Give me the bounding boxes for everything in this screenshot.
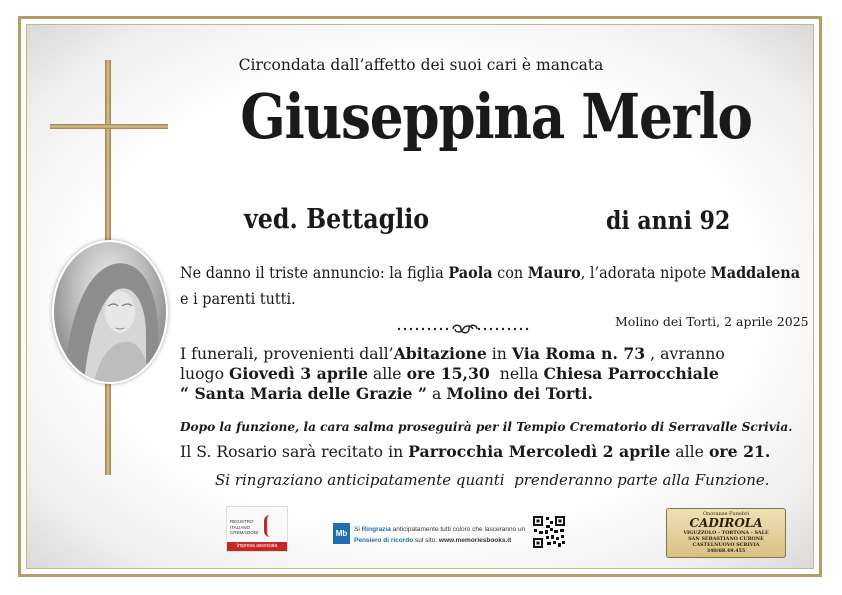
ric-band: Impresa associata <box>227 542 287 551</box>
cadirola-logo <box>666 508 786 558</box>
funeral-text: a <box>426 384 447 403</box>
mb-highlight: Ringrazia <box>361 526 391 533</box>
ric-line: REGISTRO <box>230 519 254 524</box>
mb-text: sul sito: <box>413 537 439 544</box>
niece-name: Maddalena <box>710 263 801 282</box>
announce-text: Ne danno il triste annuncio: la figlia <box>180 264 449 282</box>
funeral-text: , avranno <box>645 344 725 363</box>
deceased-name: Giuseppina Merlo <box>240 80 752 153</box>
registro-cremazioni-logo <box>226 506 288 552</box>
mb-text: Si <box>354 526 362 533</box>
mb-highlight: Pensiero di ricordo <box>354 537 414 544</box>
announcement-line-2: e i parenti tutti. <box>180 290 296 308</box>
funeral-text: nella <box>489 364 544 383</box>
widow-of: ved. Bettaglio <box>244 204 430 235</box>
funeral-text: alle <box>367 364 407 383</box>
cadirola-line: CASTELNUOVO SCRIVIA <box>692 542 760 548</box>
ornament-divider <box>395 322 531 336</box>
daughter-name: Paola <box>448 263 493 282</box>
funeral-time: ore 15,30 <box>406 364 490 383</box>
mb-text: anticipatamente tutti coloro che lasceranno un <box>390 526 526 533</box>
thanks-line: Si ringraziano anticipatamente quanti prenderanno parte alla Funzione. <box>215 471 770 489</box>
intro-line: Circondata dall’affetto dei suoi cari è mancata <box>238 56 604 74</box>
church-name: “ Santa Maria delle Grazie ” <box>180 384 427 403</box>
mb-line-2 <box>354 535 525 546</box>
funeral-details <box>180 344 725 404</box>
funeral-town: Molino dei Torti. <box>446 384 593 403</box>
funeral-day: Giovedì 3 aprile <box>229 364 368 383</box>
ric-line: CREMAZIONI <box>230 530 259 535</box>
rosary-text: Il S. Rosario sarà recitato in <box>180 442 409 461</box>
funeral-address: Via Roma n. 73 <box>511 344 646 363</box>
ric-line: ITALIANO <box>230 524 251 530</box>
rosary-text: alle <box>670 442 709 461</box>
madonna-portrait <box>52 240 168 384</box>
rosary-place-day: Parrocchia Mercoledì 2 aprile <box>408 442 671 461</box>
cadirola-name: CADIROLA <box>689 516 763 530</box>
cross-horizontal <box>50 124 168 129</box>
qr-code[interactable] <box>532 515 566 549</box>
cadirola-line: SAN SEBASTIANO CURONE <box>688 536 764 542</box>
announcement <box>180 260 800 312</box>
announce-text: , l’adorata nipote <box>580 264 711 282</box>
cadirola-phone: 340/68.49.455 <box>706 548 746 554</box>
mb-line-1 <box>354 524 525 535</box>
funeral-line-2 <box>180 364 725 384</box>
rosary-line <box>180 442 770 461</box>
age: di anni 92 <box>606 206 731 235</box>
funeral-origin: Abitazione <box>393 344 487 363</box>
funeral-line-1 <box>180 344 725 364</box>
rosary-time: ore 21. <box>708 442 771 461</box>
flame-icon <box>264 515 281 537</box>
cadirola-top: Onoranze Funebri <box>702 511 750 517</box>
cadirola-line: VIGUZZOLO - TORTONA - SALE <box>683 530 769 536</box>
announcement-line-1 <box>180 260 800 286</box>
funeral-line-3 <box>180 384 725 404</box>
ric-logo-text <box>230 519 258 536</box>
partner-name: Mauro <box>527 263 581 282</box>
mb-url: www.memoriesbooks.it <box>438 537 512 544</box>
place-date: Molino dei Torti, 2 aprile 2025 <box>615 314 809 329</box>
funeral-church: Chiesa Parrocchiale <box>543 364 719 383</box>
memoriesbooks-text <box>354 524 525 546</box>
announce-text: con <box>492 264 528 282</box>
funeral-text: in <box>486 344 512 363</box>
funeral-text: luogo <box>180 364 230 383</box>
cremation-note: Dopo la funzione, la cara salma proseguirà per il Tempio Crematorio di Serravalle Scrivia. <box>180 419 793 434</box>
madonna-image <box>54 242 166 382</box>
memoriesbooks-icon: Mb <box>333 523 350 544</box>
funeral-text: I funerali, provenienti dall’ <box>180 344 394 363</box>
